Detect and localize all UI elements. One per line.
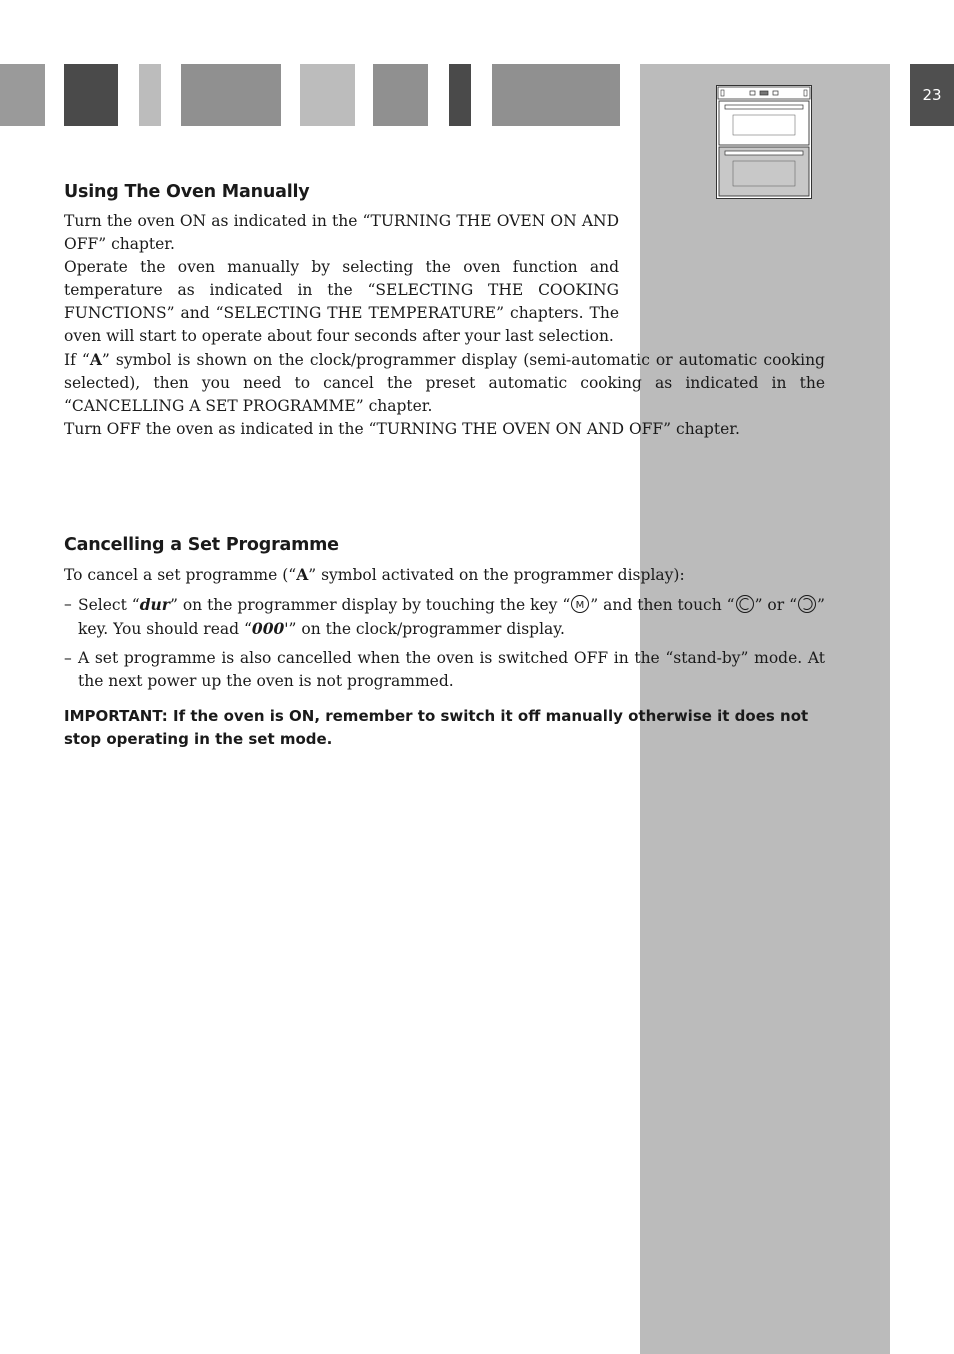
instruction-list xyxy=(64,593,825,693)
text-run: ” on the programmer display by touching the key “ xyxy=(169,596,571,614)
auto-symbol: A xyxy=(296,565,309,584)
zero-display-text: 000 xyxy=(251,619,285,638)
decor-block xyxy=(373,64,428,126)
text-run: ” symbol activated on the programmer display): xyxy=(308,566,685,584)
list-dash: – xyxy=(64,649,72,667)
decor-block xyxy=(64,64,118,126)
decor-block xyxy=(139,64,161,126)
decor-block xyxy=(492,64,620,126)
mode-key-icon xyxy=(570,594,590,614)
decor-block xyxy=(181,64,281,126)
decrease-key-icon xyxy=(735,594,755,614)
dur-display-text: dur xyxy=(139,595,170,614)
list-item xyxy=(64,647,825,693)
paragraph: Turn OFF the oven as indicated in the “TURNING THE OVEN ON AND OFF” chapter. xyxy=(64,420,740,438)
paragraph: Operate the oven manually by selecting the oven function and temperature as indicated in the “SELECTING THE COOKING FUNCTIONS” and “SELECTING THE TEMPERATURE” chapters. The oven will start to operate about four seconds after your last selection. xyxy=(64,258,619,345)
text-run: If “ xyxy=(64,351,90,369)
section-cancelling-set-programme xyxy=(64,533,825,751)
section-title: Using The Oven Manually xyxy=(64,182,310,202)
section-title: Cancelling a Set Programme xyxy=(64,535,339,555)
text-run: '” on the clock/programmer display. xyxy=(284,620,565,638)
text-run: ” key. You should read “ xyxy=(78,596,825,638)
paragraph xyxy=(64,348,825,418)
text-run: Select “ xyxy=(78,596,140,614)
page-number: 23 xyxy=(910,64,954,126)
text-run: ” symbol is shown on the clock/programmer display (semi-automatic or automatic cooking selected), then you need to cancel the preset automatic cooking as indicated in the “CANCELLING A SET PROGRAMME” chapter. xyxy=(64,351,825,415)
text-run: ” or “ xyxy=(754,596,798,614)
decor-block xyxy=(449,64,471,126)
text-run: To cancel a set programme (“ xyxy=(64,566,297,584)
important-note: IMPORTANT: If the oven is ON, remember to switch it off manually otherwise it does not stop operating in the set mode. xyxy=(64,707,809,748)
list-item xyxy=(64,593,825,641)
auto-symbol: A xyxy=(89,350,102,369)
increase-key-icon xyxy=(797,594,817,614)
list-dash: – xyxy=(64,595,72,613)
text-run: ” and then touch “ xyxy=(590,596,735,614)
narrow-text-block xyxy=(64,210,619,348)
paragraph xyxy=(64,563,825,587)
decor-block xyxy=(0,64,45,126)
decor-block xyxy=(300,64,355,126)
main-content xyxy=(64,180,825,751)
text-run: A set programme is also cancelled when the oven is switched OFF in the “stand-by” mode. At the next power up the oven is not programmed. xyxy=(78,649,825,690)
mode-key-letter: M xyxy=(575,600,585,611)
section-using-oven-manually xyxy=(64,180,825,441)
paragraph: Turn the oven ON as indicated in the “TURNING THE OVEN ON AND OFF” chapter. xyxy=(64,212,619,253)
